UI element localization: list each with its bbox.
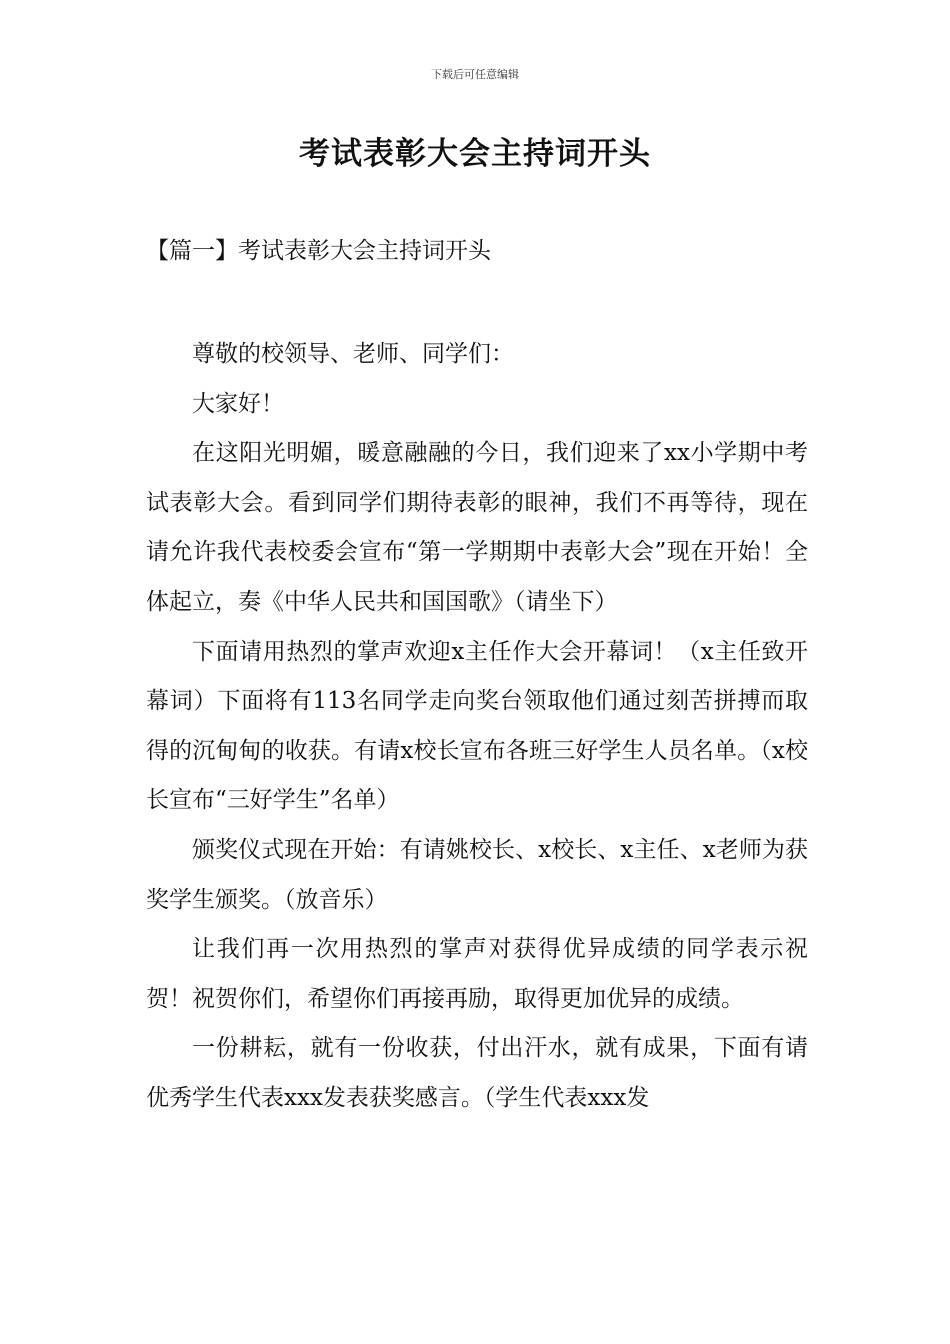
paragraph-speech: 下面请用热烈的掌声欢迎x主任作大会开幕词！（x主任致开幕词）下面将有113名同学走向奖台领取他们通过刻苦拼搏而取得的沉甸甸的收获。有请x校长宣布各班三好学生人员名单。（x校长宣布“三好学生”名单） xyxy=(146,638,808,814)
header-note: 下载后可任意编辑 xyxy=(431,68,519,81)
paragraph-award-ceremony: 颁奖仪式现在开始：有请姚校长、x校长、x主任、x老师为获奖学生颁奖。（放音乐） xyxy=(146,836,808,913)
paragraph-opening: 在这阳光明媚，暖意融融的今日，我们迎来了xx小学期中考试表彰大会。看到同学们期待表彰的眼神，我们不再等待，现在请允许我代表校委会宣布“第一学期期中表彰大会”现在开始！全体起立，奏《中华人民共和国国歌》（请坐下） xyxy=(146,440,808,615)
paragraph-student-speech: 一份耕耘，就有一份收获，付出汗水，就有成果，下面有请优秀学生代表xxx发表获奖感言。（学生代表xxx发 xyxy=(146,1035,808,1111)
document-title: 考试表彰大会主持词开头 xyxy=(299,136,651,172)
paragraph-congratulations: 让我们再一次用热烈的掌声对获得优异成绩的同学表示祝贺！祝贺你们，希望你们再接再励，取得更加优异的成绩。 xyxy=(146,936,808,1012)
paragraph-greeting: 尊敬的校领导、老师、同学们： xyxy=(192,341,514,367)
section-heading: 【篇一】考试表彰大会主持词开头 xyxy=(146,238,491,264)
paragraph-hello: 大家好！ xyxy=(192,390,284,417)
document-body xyxy=(146,330,808,1124)
